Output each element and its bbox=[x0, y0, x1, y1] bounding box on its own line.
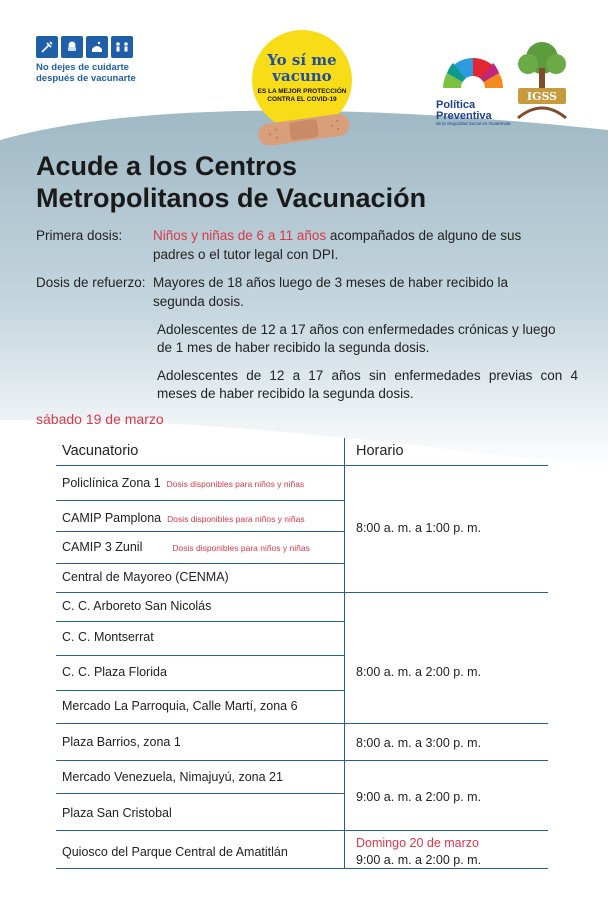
table-row: C. C. Montserrat bbox=[62, 630, 154, 644]
refuerzo-label: Dosis de refuerzo: bbox=[36, 275, 146, 290]
row-divider bbox=[56, 531, 344, 532]
header-vacunatorio: Vacunatorio bbox=[62, 443, 139, 459]
header-horario: Horario bbox=[356, 443, 404, 459]
hand-wash-icon bbox=[86, 36, 108, 58]
primera-dosis-line2: padres o el tutor legal con DPI. bbox=[153, 247, 339, 262]
badge-title: Yo sí me vacuno bbox=[267, 51, 337, 85]
children-doses-note: Dosis disponibles para niños y niñas bbox=[167, 514, 305, 524]
table-row: Mercado La Parroquia, Calle Martí, zona 6 bbox=[62, 699, 298, 713]
table-bottom-rule bbox=[56, 868, 548, 869]
bandaid-icon bbox=[254, 110, 364, 150]
primera-dosis-line1: Niños y niñas de 6 a 11 años acompañados de alguno de sus bbox=[153, 228, 522, 243]
row-divider bbox=[56, 500, 344, 501]
group-divider bbox=[56, 830, 548, 831]
table-row: C. C. Arboreto San Nicolás bbox=[62, 599, 212, 613]
row-divider bbox=[56, 621, 344, 622]
schedule-date: sábado 19 de marzo bbox=[36, 411, 164, 427]
distance-icon bbox=[111, 36, 133, 58]
prevention-caption: No dejes de cuidarte después de vacunarte bbox=[36, 62, 136, 84]
row-divider bbox=[56, 793, 344, 794]
children-doses-note: Dosis disponibles para niños y niñas bbox=[166, 479, 305, 489]
row-divider bbox=[56, 655, 344, 656]
primera-dosis-highlight: Niños y niñas de 6 a 11 años bbox=[153, 228, 327, 243]
row-divider bbox=[56, 690, 344, 691]
table-row: CAMIP 3 Zunil Dosis disponibles para niños y niñas bbox=[62, 540, 310, 554]
table-row: Central de Mayoreo (CENMA) bbox=[62, 570, 229, 584]
hours-group-1: 8:00 a. m. a 1:00 p. m. bbox=[356, 521, 482, 535]
page-title: Acude a los Centros Metropolitanos de Vacunación bbox=[36, 151, 427, 213]
igss-logo bbox=[508, 38, 576, 128]
adolescentes-sanos-line1: Adolescentes de 12 a 17 años sin enfermedades previas con 4 bbox=[157, 368, 578, 383]
table-row: Plaza San Cristobal bbox=[62, 806, 172, 820]
adolescentes-sanos-line2: meses de haber recibido la segunda dosis. bbox=[157, 386, 414, 401]
children-doses-note: Dosis disponibles para niños y niñas bbox=[172, 543, 310, 553]
politica-tagline: de la Seguridad Social en Guatemala bbox=[436, 121, 511, 126]
adolescentes-cronicas-line1: Adolescentes de 12 a 17 años con enfermedades crónicas y luego bbox=[157, 322, 556, 337]
table-row: CAMIP Pamplona Dosis disponibles para niños y niñas bbox=[62, 511, 305, 525]
table-row: Quiosco del Parque Central de Amatitlán bbox=[62, 845, 288, 859]
refuerzo-line2: segunda dosis. bbox=[153, 294, 244, 309]
table-row: Plaza Barrios, zona 1 bbox=[62, 735, 181, 749]
table-row: Mercado Venezuela, Nimajuyú, zona 21 bbox=[62, 770, 283, 784]
politica-preventiva-text: Política Preventiva bbox=[436, 99, 492, 122]
table-row: C. C. Plaza Florida bbox=[62, 665, 167, 679]
group-divider bbox=[56, 723, 548, 724]
vaccine-badge bbox=[252, 30, 356, 134]
refuerzo-line1: Mayores de 18 años luego de 3 meses de haber recibido la bbox=[153, 275, 508, 290]
primera-dosis-label: Primera dosis: bbox=[36, 228, 123, 243]
hours-group-2: 8:00 a. m. a 2:00 p. m. bbox=[356, 665, 482, 679]
igss-label: IGSS bbox=[526, 90, 558, 103]
hours-group-5: 9:00 a. m. a 2:00 p. m. bbox=[356, 853, 482, 867]
group-divider bbox=[56, 760, 548, 761]
face-mask-icon bbox=[61, 36, 83, 58]
header-rule bbox=[56, 465, 548, 466]
badge-subtitle: ES LA MEJOR PROTECCIÓN CONTRA EL COVID-19 bbox=[257, 88, 347, 103]
hours-group-3: 8:00 a. m. a 3:00 p. m. bbox=[356, 736, 482, 750]
table-row: Policlínica Zona 1 Dosis disponibles para niños y niñas bbox=[62, 476, 305, 490]
hours-group-4: 9:00 a. m. a 2:00 p. m. bbox=[356, 790, 482, 804]
group-divider bbox=[56, 592, 548, 593]
syringe-icon bbox=[36, 36, 58, 58]
hours-sunday-label: Domingo 20 de marzo bbox=[356, 836, 479, 850]
column-divider bbox=[344, 438, 345, 868]
adolescentes-cronicas-line2: de 1 mes de haber recibido la segunda dosis. bbox=[157, 340, 430, 355]
row-divider bbox=[56, 563, 344, 564]
prevention-tips bbox=[36, 36, 133, 58]
